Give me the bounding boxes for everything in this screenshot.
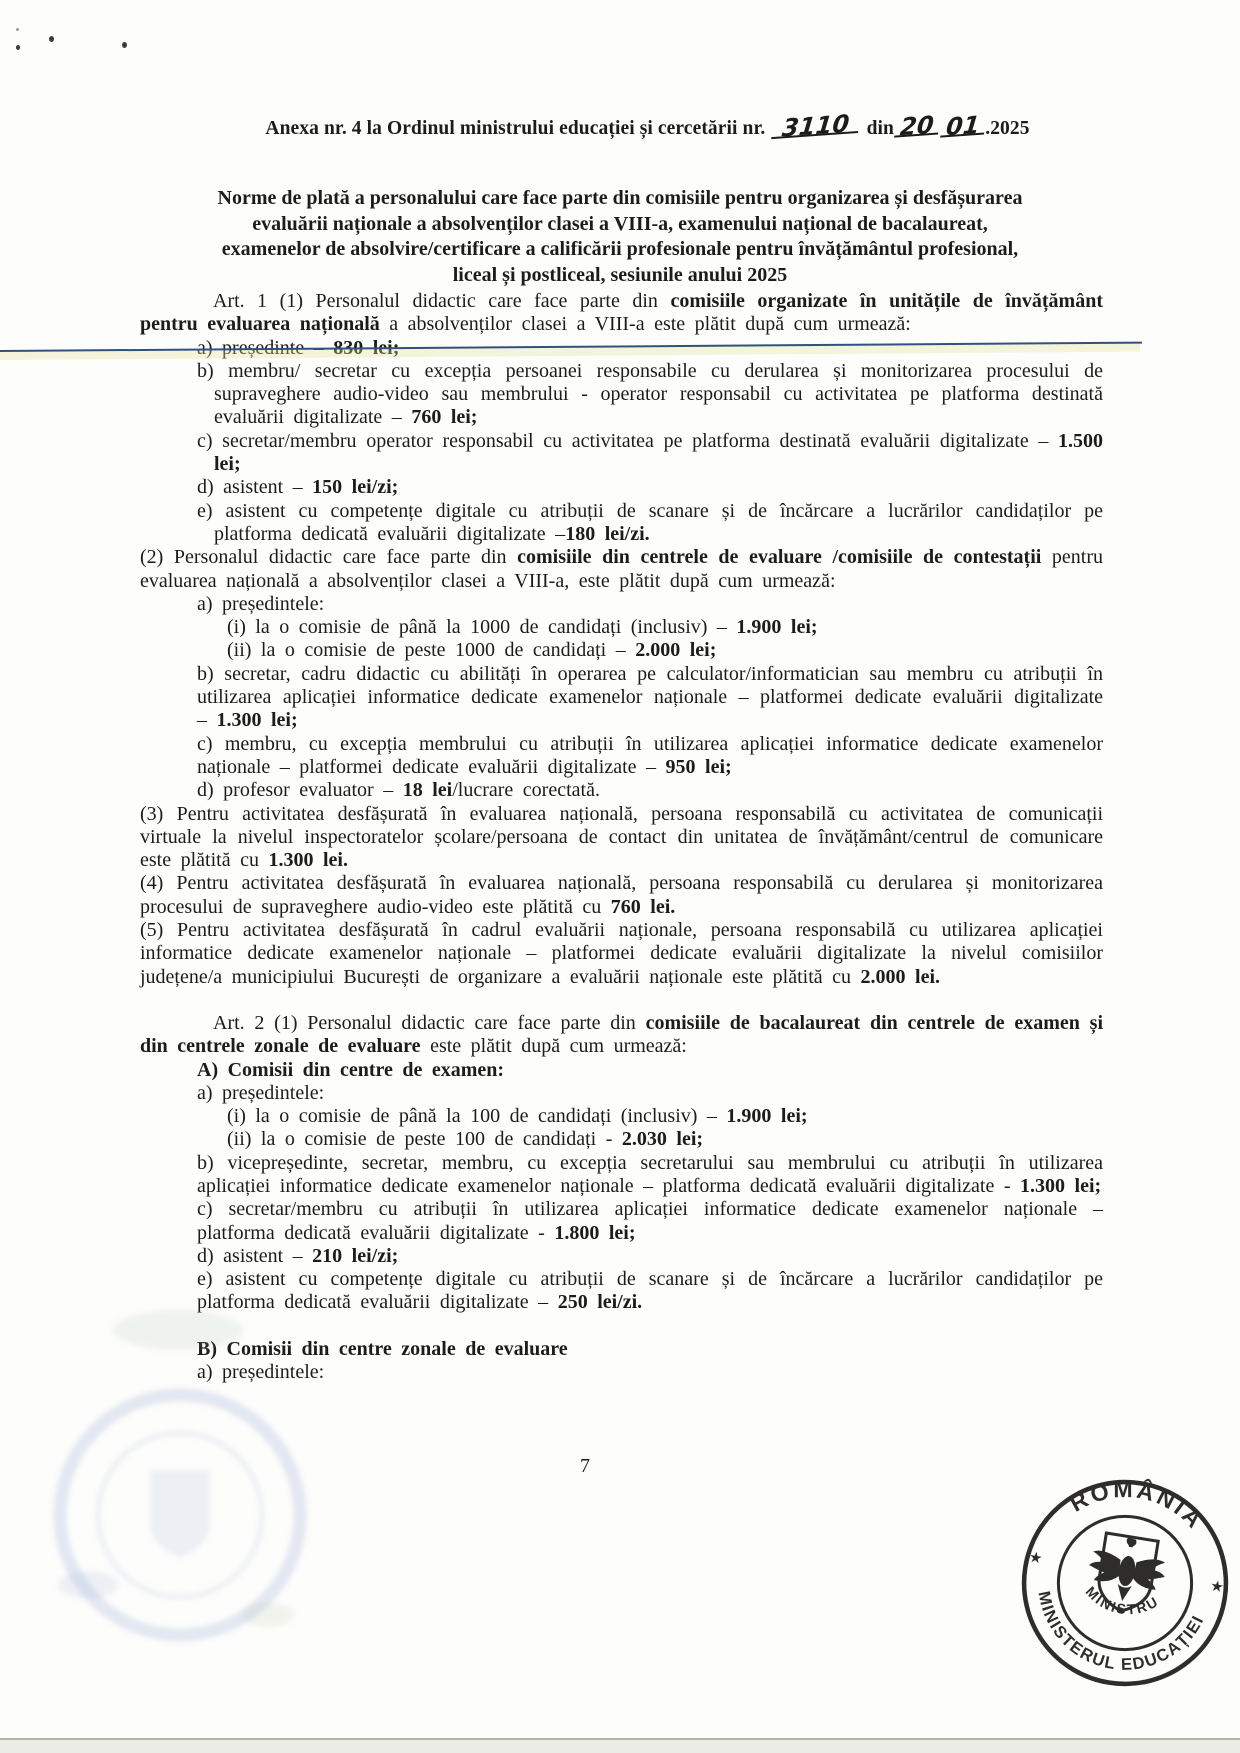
text-segment: este plătit după cum urmează: xyxy=(420,1035,687,1058)
eagle-tail xyxy=(1115,1584,1131,1602)
text-segment: 1.800 lei; xyxy=(554,1221,636,1244)
text-segment: e) asistent cu competențe digitale cu atribuții de scanare și de încărcare a lucrărilor candidaților pe platforma dedicată evaluării digitalizate – xyxy=(197,1268,1103,1314)
text-segment: 1.900 lei; xyxy=(726,1105,808,1128)
text-segment: pentru evaluarea națională a absolvenților clasei a VIII-a, este plătit după cum urmează: xyxy=(140,546,1103,592)
text-segment: 1.500 lei; xyxy=(214,429,1103,476)
text-segment: e) asistent cu competențe digitale cu atribuții de scanare și de încărcare a lucrărilor candidaților pe platforma dedicată evaluării digitalizate – xyxy=(197,499,1103,545)
text-segment: 2.000 lei; xyxy=(635,639,717,662)
handwritten-month: 01 xyxy=(940,117,985,137)
text-segment: a) președintele: xyxy=(197,592,325,615)
ghost-stamp-shapes xyxy=(58,1310,300,1635)
item-a xyxy=(197,1082,1103,1105)
text-segment: 1.300 lei; xyxy=(1020,1174,1102,1197)
text-segment: (4) Pentru activitatea desfășurată în evaluarea națională, persoana responsabilă cu derularea și monitorizarea procesului de supraveghere audio-video este plătită cu xyxy=(140,872,1103,918)
title-line: examenelor de absolvire/certificare a calificării profesionale pentru învățământul profesional, xyxy=(221,238,1019,260)
stamp-ministry-arc-text: MINISTERUL EDUCAȚIEI xyxy=(1034,1589,1208,1674)
scan-speck xyxy=(16,45,20,50)
text-segment: comisiile din centrele de evaluare /comisiile de contestații xyxy=(517,546,1042,569)
text-segment: 1.300 lei. xyxy=(268,849,348,872)
ghost-smudge xyxy=(58,1571,118,1599)
para-2 xyxy=(140,546,1103,593)
text-segment: (ii) la o comisie de peste 100 de candidați - xyxy=(227,1128,622,1151)
handwritten-day: 20 xyxy=(894,117,939,137)
text-segment: (ii) la o comisie de peste 1000 de candidați – xyxy=(227,639,636,662)
annex-header xyxy=(0,109,1240,143)
document-body xyxy=(140,290,1103,1384)
title-line: evaluării naționale a absolvenților clasei a VIII-a, examenului național de bacalaureat, xyxy=(252,212,988,235)
scan-speck xyxy=(16,28,19,31)
para-4 xyxy=(140,872,1103,919)
item-e xyxy=(197,500,1103,547)
text-segment: d) asistent – xyxy=(197,1244,313,1267)
item-c xyxy=(197,733,1103,780)
text-segment: c) secretar/membru cu atribuții în utilizarea aplicației informatice dedicate examenelor naționale – platforma dedicată evaluării digitalizate - xyxy=(197,1198,1103,1244)
scan-page-bottom-edge xyxy=(0,1738,1240,1753)
text-segment: 1.300 lei; xyxy=(216,709,298,732)
text-segment: c) secretar/membru operator responsabil cu activitatea pe platforma destinată evaluării digitalizate – xyxy=(197,429,1058,452)
item-c xyxy=(197,1198,1103,1245)
ghost-stamp-blue xyxy=(18,1285,348,1685)
document-title xyxy=(0,186,1240,288)
item-d xyxy=(197,779,1103,802)
annex-header-text: Anexa nr. 4 la Ordinul ministrului educației și cercetării nr. xyxy=(265,118,766,139)
ghost-stamp-shield xyxy=(150,1470,210,1558)
subitem-ii xyxy=(227,639,1103,662)
text-segment: 180 lei/zi. xyxy=(565,522,650,545)
text-segment: Art. 2 (1) Personalul didactic care face parte din xyxy=(213,1011,646,1034)
text-segment: c) membru, cu excepția membrului cu atribuții în utilizarea aplicației informatice dedicate examenelor naționale – platformei dedicate evaluării digitalizate – xyxy=(197,732,1103,778)
para-3 xyxy=(140,803,1103,873)
text-segment: a absolvenților clasei a VIII-a este plătit după cum urmează: xyxy=(379,313,911,336)
text-segment: 1.900 lei; xyxy=(736,616,818,639)
stamp-country-arc-text: ROMÂNIA xyxy=(1065,1476,1210,1535)
item-c xyxy=(197,430,1103,477)
text-segment: A) Comisii din centre de examen: xyxy=(197,1058,505,1081)
ghost-smudge xyxy=(242,1603,294,1627)
text-segment: d) asistent – xyxy=(197,476,313,499)
item-a xyxy=(197,593,1103,616)
stamp-minister-arc-text: MINISTRU xyxy=(1082,1583,1162,1618)
ghost-smudge xyxy=(113,1310,243,1350)
text-segment: a) președintele: xyxy=(197,1081,325,1104)
subitem-i xyxy=(227,616,1103,639)
stamp-star-right: ★ xyxy=(1209,1577,1226,1597)
text-segment: 830 lei; xyxy=(333,336,400,359)
handwritten-order-number: 3110 xyxy=(772,116,861,139)
text-segment: 760 lei. xyxy=(610,895,676,918)
item-d xyxy=(197,1245,1103,1268)
text-segment: comisiile organizate în unitățile de învățământ pentru evaluarea națională xyxy=(140,290,1103,336)
text-segment: 760 lei; xyxy=(411,406,478,429)
item-b xyxy=(197,663,1103,733)
year-suffix: .2025 xyxy=(985,118,1030,139)
title-line: Norme de plată a personalului care face parte din comisiile pentru organizarea și desfășurarea xyxy=(217,187,1023,209)
text-segment: b) secretar, cadru didactic cu abilități în operarea pe calculator/informatician sau membru cu atribuții în utilizarea aplicației informatice dedicate examenelor naționale – platformei dedicate evaluării digitalizate – xyxy=(197,662,1103,732)
para-5 xyxy=(140,919,1103,989)
art1-paragraph xyxy=(140,290,1103,337)
text-segment: Art. 1 (1) Personalul didactic care face parte din xyxy=(213,290,671,312)
text-segment: 2.000 lei. xyxy=(860,965,941,988)
text-segment: 18 lei xyxy=(402,779,453,802)
text-segment: comisiile de bacalaureat din centrele de examen și din centrele zonale de evaluare xyxy=(140,1011,1103,1058)
section-A xyxy=(197,1059,1103,1082)
text-segment: b) vicepreședinte, secretar, membru, cu excepția secretarului sau membrului cu atribuții în utilizarea aplicației informatice dedicate examenelor naționale – platforma dedicată evaluării digitalizate - xyxy=(197,1151,1103,1197)
stamp-star-left: ★ xyxy=(1027,1548,1044,1568)
eagle-left-wing xyxy=(1087,1549,1123,1584)
text-segment: (i) la o comisie de până la 100 de candidați (inclusiv) – xyxy=(227,1105,727,1128)
text-segment: 150 lei/zi; xyxy=(312,476,399,499)
stamp-rotated-group xyxy=(1014,1472,1236,1694)
item-b xyxy=(197,1152,1103,1199)
page-number: 7 xyxy=(580,1455,590,1477)
item-d xyxy=(197,476,1103,499)
text-segment: 950 lei; xyxy=(665,755,732,778)
text-segment: b) membru/ secretar cu excepția persoanei responsabile cu derularea și monitorizarea procesului de supraveghere audio-video sau membrului - operator responsabil cu activitatea pe platforma destinată evaluării digitalizate – xyxy=(197,359,1103,429)
text-segment: /lucrare corectată. xyxy=(452,779,600,802)
text-segment: B) Comisii din centre zonale de evaluare xyxy=(197,1337,568,1360)
subitem-ii xyxy=(227,1128,1103,1151)
art2-paragraph xyxy=(140,1012,1103,1059)
ministry-round-stamp xyxy=(1014,1472,1236,1694)
scan-speck xyxy=(49,36,54,42)
subitem-i xyxy=(227,1105,1103,1128)
text-segment: (i) la o comisie de până la 1000 de candidați (inclusiv) – xyxy=(227,616,737,639)
din-label: din xyxy=(866,118,895,139)
text-segment: 250 lei/zi. xyxy=(557,1291,643,1314)
text-segment: d) profesor evaluator – xyxy=(197,779,403,802)
text-segment: a) președinte – xyxy=(197,336,334,359)
text-segment: (2) Personalul didactic care face parte din xyxy=(140,546,518,569)
eagle-right-wing xyxy=(1132,1556,1168,1591)
text-segment: 210 lei/zi; xyxy=(312,1244,399,1267)
item-b xyxy=(197,360,1103,430)
text-segment: (5) Pentru activitatea desfășurată în cadrul evaluării naționale, persoana responsabilă cu utilizarea aplicației informatice dedicate examenelor naționale – platformei dedicate evaluării digitalizate la nivelul comisiilor județene/a municipiului București de organizare a evaluării naționale este plătită cu xyxy=(140,919,1103,988)
title-line: liceal și postliceal, sesiunile anului 2025 xyxy=(452,263,788,286)
text-segment: 2.030 lei; xyxy=(621,1128,704,1151)
text-segment: (3) Pentru activitatea desfășurată în evaluarea națională, persoana responsabilă cu activitatea de comunicații virtuale la nivelul inspectoratelor școlare/persoana de contact din unitatea de învățământ/centrul de comunicare este plătită cu xyxy=(140,802,1103,872)
scan-speck xyxy=(122,42,127,48)
text-segment: a) președintele: xyxy=(197,1361,325,1384)
